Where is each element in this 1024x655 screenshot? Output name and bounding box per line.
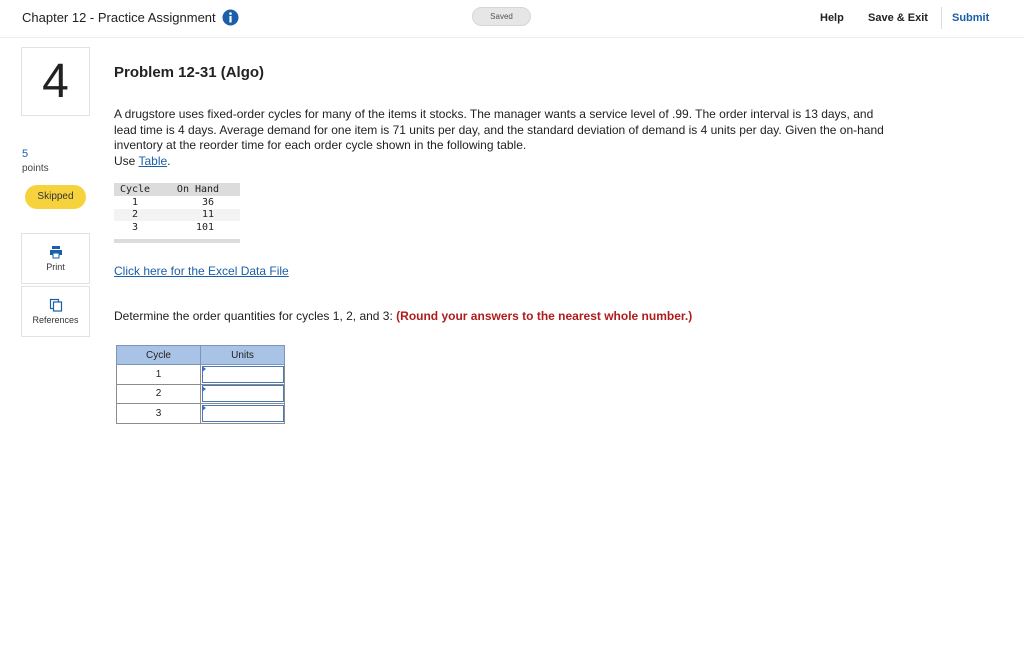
top-header xyxy=(0,0,1024,38)
printer-icon xyxy=(49,245,63,259)
answer-row xyxy=(117,404,285,424)
answer-cell xyxy=(201,404,285,424)
answer-header-units: Units xyxy=(201,346,285,365)
excel-data-file-link[interactable]: Click here for the Excel Data File xyxy=(114,264,289,278)
references-icon xyxy=(49,298,63,312)
save-exit-button[interactable]: Save & Exit xyxy=(868,12,928,24)
references-button[interactable] xyxy=(21,286,90,337)
data-on-hand: 36 xyxy=(201,196,214,208)
use-prefix: Use xyxy=(114,153,139,168)
print-button[interactable] xyxy=(21,233,90,284)
answer-header-cycle: Cycle xyxy=(117,346,201,365)
use-suffix: . xyxy=(167,153,171,168)
instruction-emphasis: (Round your answers to the nearest whole number.) xyxy=(396,309,693,323)
answer-row xyxy=(117,384,285,404)
header-divider xyxy=(941,7,942,29)
skipped-status-badge: Skipped xyxy=(25,185,86,209)
answer-table xyxy=(116,345,285,424)
on-hand-data-table xyxy=(114,183,240,234)
data-header-on-hand: On Hand xyxy=(156,183,240,196)
answer-cell xyxy=(201,384,285,404)
points-label: points xyxy=(22,163,49,174)
data-cycle: 1 xyxy=(131,196,139,208)
table-link[interactable]: Table xyxy=(138,153,168,168)
answer-row xyxy=(117,365,285,385)
data-on-hand: 101 xyxy=(195,221,214,233)
units-input-cycle-2[interactable] xyxy=(202,385,284,402)
data-row xyxy=(114,196,240,209)
assignment-title-wrap xyxy=(22,9,239,26)
print-label: Print xyxy=(46,262,65,272)
problem-statement xyxy=(114,107,894,169)
data-on-hand: 11 xyxy=(156,209,240,222)
input-flag-icon xyxy=(202,405,206,411)
answer-cycle: 2 xyxy=(117,384,201,404)
answer-cycle: 3 xyxy=(117,404,201,424)
input-flag-icon xyxy=(202,366,206,372)
problem-title: Problem 12-31 (Algo) xyxy=(114,64,265,81)
help-button[interactable]: Help xyxy=(820,12,844,24)
references-label: References xyxy=(32,315,79,325)
input-flag-icon xyxy=(202,386,206,392)
question-number: 4 xyxy=(21,47,90,116)
saved-status-badge: Saved xyxy=(472,7,531,26)
data-cycle: 3 xyxy=(131,221,139,233)
info-icon[interactable] xyxy=(222,9,239,26)
assignment-title: Chapter 12 - Practice Assignment xyxy=(22,10,216,25)
answer-cycle: 1 xyxy=(117,365,201,385)
units-input-cycle-1[interactable] xyxy=(202,366,284,383)
data-row xyxy=(114,221,240,234)
data-table-scrollbar[interactable] xyxy=(114,239,240,243)
data-header-cycle: Cycle xyxy=(114,183,156,196)
data-row xyxy=(114,209,240,222)
problem-text: A drugstore uses fixed-order cycles for many of the items it stocks. The manager wants a service level of .99. The order interval is 13 days, and lead time is 4 days. Average demand for one item is 71 units per day, and the standard deviation of demand is 4 units per day. Given the on-hand inventory at the reorder time for each order cycle shown in the following table. xyxy=(114,107,884,152)
instruction-text: Determine the order quantities for cycles 1, 2, and 3: xyxy=(114,309,397,323)
instruction xyxy=(114,309,692,323)
points-value: 5 xyxy=(22,148,29,160)
answer-cell xyxy=(201,365,285,385)
submit-button[interactable]: Submit xyxy=(952,12,990,24)
data-cycle: 2 xyxy=(114,209,156,222)
units-input-cycle-3[interactable] xyxy=(202,405,284,422)
